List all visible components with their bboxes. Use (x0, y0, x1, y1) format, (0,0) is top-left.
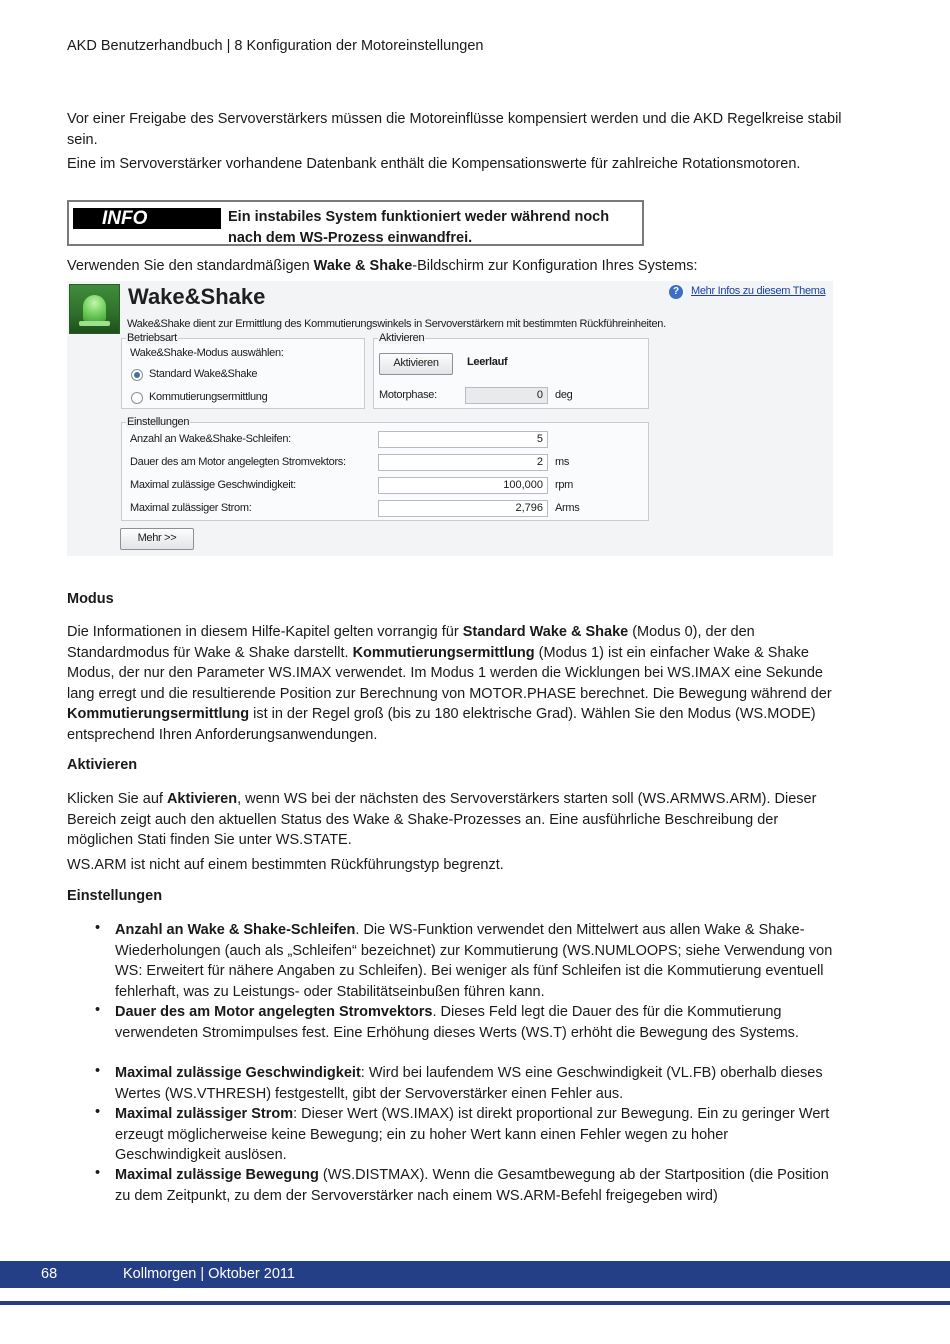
help-link[interactable]: Mehr Infos zu diesem Thema (691, 285, 826, 297)
use-screen-paragraph (67, 256, 842, 277)
motorphase-unit: deg (555, 389, 573, 401)
bullet-bold: Anzahl an Wake & Shake-Schleifen (115, 922, 356, 938)
bullet-dot: • (95, 1104, 101, 1120)
bullet-dot: • (95, 920, 101, 936)
aktivieren-paragraph (67, 789, 837, 851)
info-text (228, 207, 609, 248)
setting-unit: rpm (555, 479, 574, 491)
footer-bar (0, 1261, 950, 1288)
radio-kommutierung[interactable] (131, 392, 143, 404)
aktivieren-text: , wenn WS bei der nächsten des Servoverstärkers starten soll (WS.ARMWS.ARM). Dieser Bereich zeigt auch den aktuellen Status des Wake & Shake-Prozesses an. Eine ausführliche Beschreibung der möglichen Stati finden Sie unter WS.STATE. (67, 791, 817, 848)
bullet-item (115, 1002, 835, 1043)
running-header: AKD Benutzerhandbuch | 8 Konfiguration der Motoreinstellungen (67, 38, 484, 54)
aktivieren-bold: Aktivieren (166, 791, 238, 807)
mode-select-label: Wake&Shake-Modus auswählen: (130, 347, 284, 359)
modus-paragraph (67, 622, 837, 745)
modus-heading: Modus (67, 591, 114, 607)
help-icon[interactable]: ? (669, 285, 683, 299)
more-button[interactable]: Mehr >> (120, 528, 194, 550)
setting-label: Maximal zulässiger Strom: (130, 502, 252, 514)
radio-standard[interactable] (131, 369, 143, 381)
aktivieren-heading: Aktivieren (67, 757, 138, 773)
use-post: -Bildschirm zur Konfiguration Ihres Systems: (412, 258, 698, 274)
bullet-text: (WS.DISTMAX). Wenn die Gesamtbewegung ab der Startposition (die Position zu dem Zeitpunkt, zu dem der Servoverstärker nach einem WS.ARM-Befehl freigegeben wird) (115, 1167, 829, 1204)
wake-shake-title: Wake&Shake (128, 284, 266, 309)
setting-label: Anzahl an Wake&Shake-Schleifen: (130, 433, 291, 445)
bullet-item (115, 920, 835, 1002)
modus-text: Die Informationen in diesem Hilfe-Kapitel gelten vorrangig für (67, 624, 463, 640)
setting-input-duration[interactable]: 2 (378, 454, 548, 471)
setting-input-loops[interactable]: 5 (378, 431, 548, 448)
bullet-text: . Dieses Feld legt die Dauer des für die Kommutierung verwendeten Stromimpulses fest. Eine Erhöhung dieses Werts (WS.T) erhöht die Bewegung des Systems. (115, 1004, 799, 1041)
info-line-2: nach dem WS-Prozess einwandfrei. (228, 229, 473, 246)
info-label: INFO (73, 208, 221, 229)
modus-text: ist in der Regel groß (bis zu 180 elektrische Grad). Wählen Sie den Modus (WS.MODE) entsprechend Ihren Anforderungsanwendungen. (67, 706, 816, 743)
modus-text: (Modus 1) ist ein einfacher Wake & Shake Modus, der nur den Parameter WS.IMAX verwendet. Im Modus 1 werden die Wicklungen bei WS.IMAX eine Sekunde lang erregt und die resultierende Position zur Berechnung von MOTOR.PHASE berechnet. Die Bewegung während der (67, 644, 832, 702)
radio-standard-label[interactable]: Standard Wake&Shake (149, 368, 258, 380)
bullet-item (115, 1104, 835, 1166)
bullet-item (115, 1165, 835, 1206)
aktivieren-text: Klicken Sie auf (67, 791, 167, 807)
use-pre: Verwenden Sie den standardmäßigen (67, 258, 314, 274)
wake-shake-logo (69, 284, 120, 334)
bullet-dot: • (95, 1063, 101, 1079)
setting-unit: ms (555, 456, 570, 468)
bullet-bold: Maximal zulässige Geschwindigkeit (115, 1065, 361, 1081)
setting-unit: Arms (555, 502, 580, 514)
setting-label: Dauer des am Motor angelegten Stromvektors: (130, 456, 346, 468)
betriebsart-title: Betriebsart (127, 332, 177, 344)
info-line-1: Ein instabiles System funktioniert weder während noch (228, 209, 610, 225)
modus-text: (Modus 0), der den Standardmodus für Wake & Shake darstellt. (67, 624, 755, 661)
modus-bold: Kommutierungsermittlung (352, 644, 535, 661)
bullet-text: : Wird bei laufendem WS eine Geschwindigkeit (VL.FB) oberhalb dieses Wertes (WS.VTHRESH) festgestellt, gibt der Servoverstärker einen Fehler aus. (115, 1065, 823, 1102)
motorphase-label: Motorphase: (379, 389, 437, 401)
footer-text: Kollmorgen | Oktober 2011 (123, 1266, 295, 1282)
bullet-bold: Maximal zulässige Bewegung (115, 1167, 319, 1183)
bullet-item (115, 1063, 835, 1104)
bullet-dot: • (95, 1165, 101, 1181)
setting-input-current[interactable]: 2,796 (378, 500, 548, 517)
bell-icon (83, 295, 106, 322)
page-number: 68 (41, 1266, 58, 1282)
wake-shake-description: Wake&Shake dient zur Ermittlung des Kommutierungswinkels in Servoverstärkern mit bestimmten Rückführeinheiten. (127, 318, 666, 330)
use-bold: Wake & Shake (313, 258, 413, 274)
ws-arm-paragraph: WS.ARM ist nicht auf einem bestimmten Rückführungstyp begrenzt. (67, 857, 504, 873)
info-box (67, 200, 644, 246)
aktivieren-title: Aktivieren (379, 332, 425, 344)
bell-base (79, 321, 110, 326)
aktivieren-button[interactable]: Aktivieren (379, 353, 453, 375)
setting-input-velocity[interactable]: 100,000 (378, 477, 548, 494)
intro-paragraph-2: Eine im Servoverstärker vorhandene Datenbank enthält die Kompensationswerte für zahlreiche Rotationsmotoren. (67, 156, 801, 172)
motorphase-field: 0 (465, 387, 548, 404)
bullet-dot: • (95, 1002, 101, 1018)
intro-paragraph-1: Vor einer Freigabe des Servoverstärkers müssen die Motoreinflüsse kompensiert werden und die AKD Regelkreise stabil sein. (67, 111, 842, 148)
wake-shake-screenshot (67, 281, 833, 556)
einstellungen-heading: Einstellungen (67, 888, 163, 904)
einstellungen-title: Einstellungen (127, 416, 190, 428)
bullet-text: : Dieser Wert (WS.IMAX) ist direkt proportional zur Bewegung. Ein zu geringer Wert erzeugt möglicherweise keine Bewegung; ein zu hoher Wert kann einen Fehler wegen zu hoher Geschwindigkeit auslösen. (115, 1106, 830, 1163)
footer-rule (0, 1301, 950, 1305)
status-text: Leerlauf (467, 356, 508, 368)
bullet-text: . Die WS-Funktion verwendet den Mittelwert aus allen Wake & Shake-Wiederholungen (auch als „Schleifen“ bezeichnet) zur Kommutierung (WS.NUMLOOPS; siehe Verwendung von WS: Erweitert für nähere Angaben zu Schleifen). Bei weniger als fünf Schleifen ist die Kommutierung eventuell fehlerhaft, was zu Leistungs- oder Stabilitätseinbußen führen kann. (115, 922, 833, 1000)
bullet-bold: Dauer des am Motor angelegten Stromvektors (115, 1004, 433, 1020)
modus-bold: Standard Wake & Shake (462, 624, 629, 640)
radio-kommutierung-label[interactable]: Kommutierungsermittlung (149, 391, 268, 403)
bullet-bold: Maximal zulässiger Strom (115, 1106, 294, 1122)
setting-label: Maximal zulässige Geschwindigkeit: (130, 479, 296, 491)
modus-bold: Kommutierungsermittlung (67, 706, 250, 722)
